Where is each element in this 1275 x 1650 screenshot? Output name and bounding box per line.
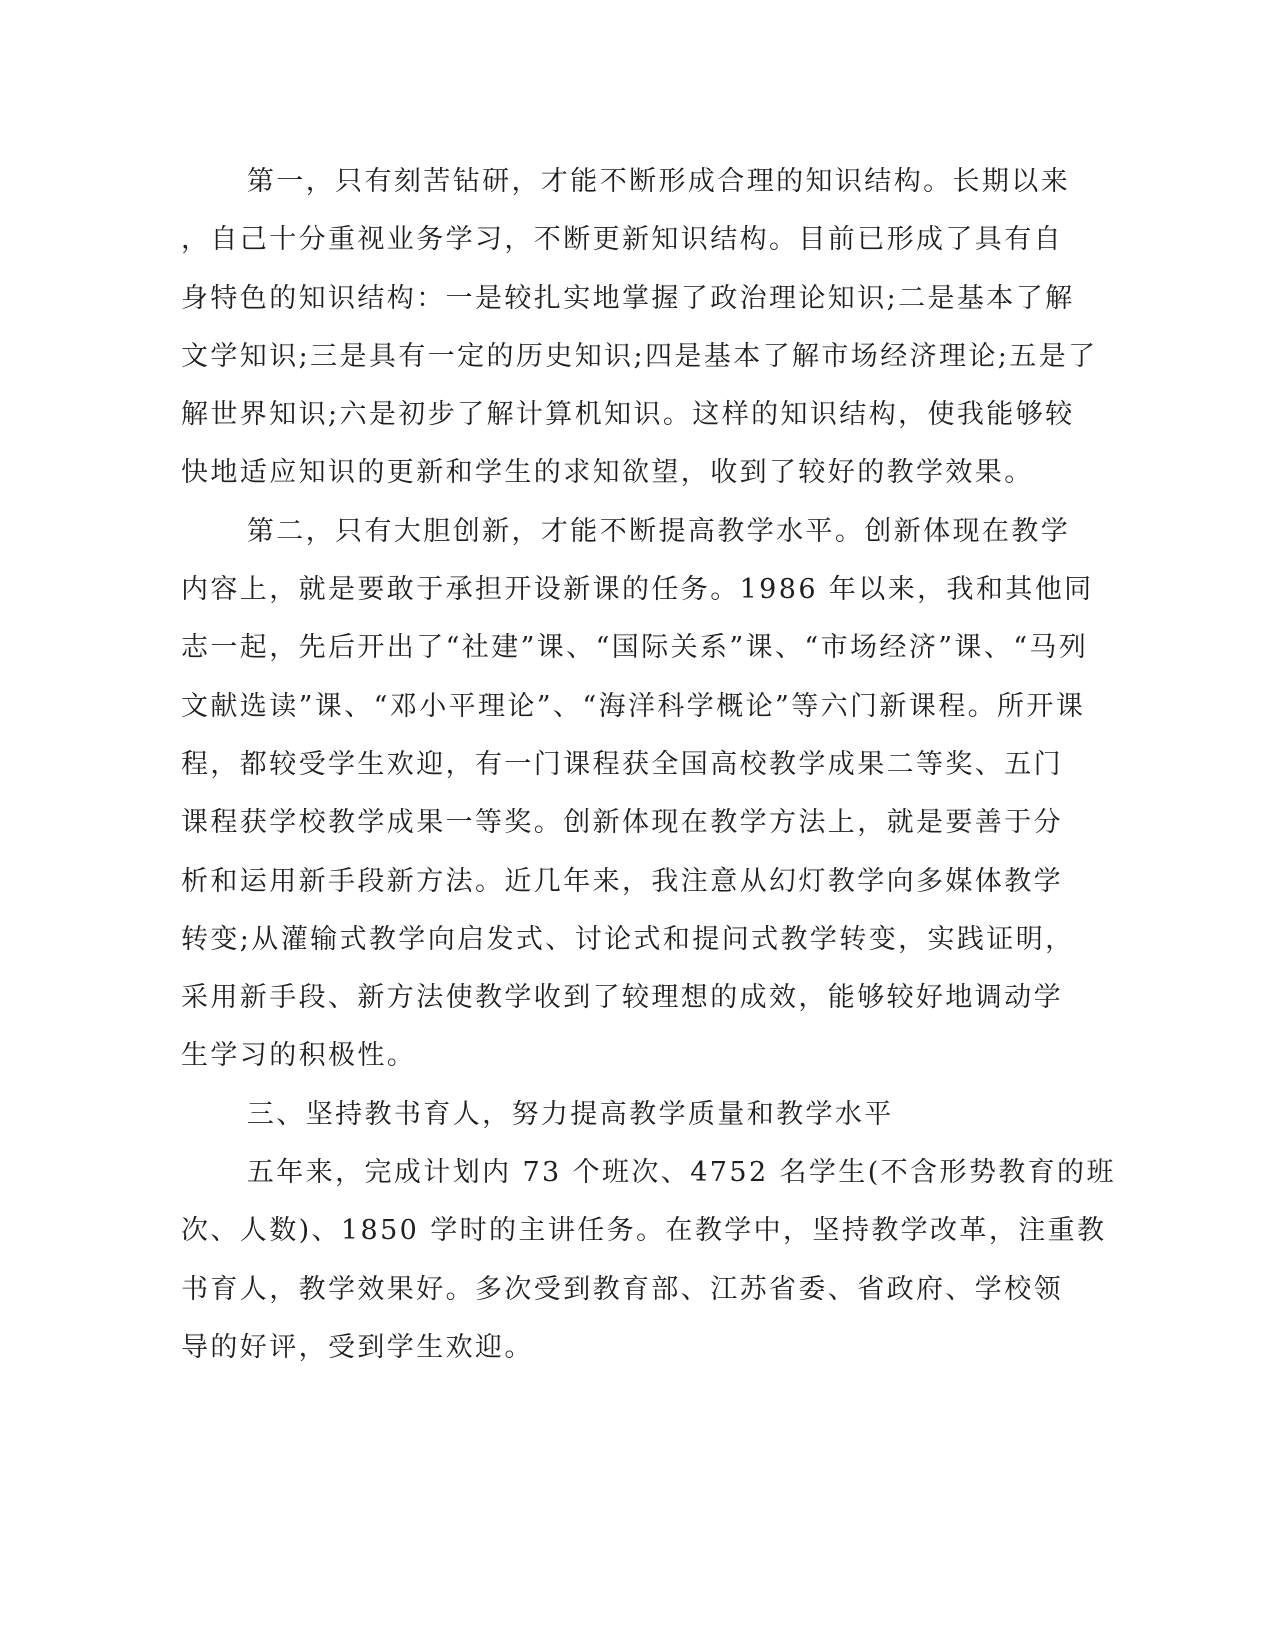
text-line: ，自己十分重视业务学习，不断更新知识结构。目前已形成了具有自 — [181, 224, 1063, 256]
text-line: 采用新手段、新方法使教学收到了较理想的成效，能够较好地调动学 — [181, 982, 1063, 1014]
text-line: 第一，只有刻苦钻研，才能不断形成合理的知识结构。长期以来 — [181, 166, 1071, 197]
section-heading: 三、坚持教书育人，努力提高教学质量和教学水平 — [181, 1098, 894, 1130]
text-line: 析和运用新手段新方法。近几年来，我注意从幻灯教学向多媒体教学 — [181, 865, 1063, 897]
text-line: 书育人，教学效果好。多次受到教育部、江苏省委、省政府、学校领 — [181, 1273, 1063, 1305]
text-line: 生学习的积极性。 — [181, 1040, 417, 1072]
text-line: 内容上，就是要敢于承担开设新课的任务。1986 年以来，我和其他同 — [181, 574, 1094, 606]
text-line: 文献选读”课、“邓小平理论”、“海洋科学概论”等六门新课程。所开课 — [181, 690, 1086, 722]
text-line: 程，都较受学生欢迎，有一门课程获全国高校教学成果二等奖、五门 — [181, 748, 1063, 780]
text-line: 次、人数)、1850 学时的主讲任务。在教学中，坚持教学改革，注重教 — [181, 1215, 1107, 1247]
document-body — [181, 153, 1116, 1377]
text-line: 转变;从灌输式教学向启发式、讨论式和提问式教学转变，实践证明， — [181, 923, 1075, 955]
text-line: 快地适应知识的更新和学生的求知欲望，收到了较好的教学效果。 — [181, 457, 1034, 489]
text-line: 课程获学校教学成果一等奖。创新体现在教学方法上，就是要善于分 — [181, 807, 1063, 839]
text-line: 身特色的知识结构：一是较扎实地掌握了政治理论知识;二是基本了解 — [181, 282, 1075, 314]
text-line: 第二，只有大胆创新，才能不断提高教学水平。创新体现在教学 — [181, 515, 1071, 547]
text-line: 导的好评，受到学生欢迎。 — [181, 1331, 534, 1363]
text-line: 志一起，先后开出了“社建”课、“国际关系”课、“市场经济”课、“马列 — [181, 632, 1089, 664]
text-line: 文学知识;三是具有一定的历史知识;四是基本了解市场经济理论;五是了 — [181, 340, 1098, 372]
text-line: 解世界知识;六是初步了解计算机知识。这样的知识结构，使我能够较 — [181, 399, 1075, 431]
text-line: 五年来，完成计划内 73 个班次、4752 名学生(不含形势教育的班 — [181, 1157, 1116, 1189]
